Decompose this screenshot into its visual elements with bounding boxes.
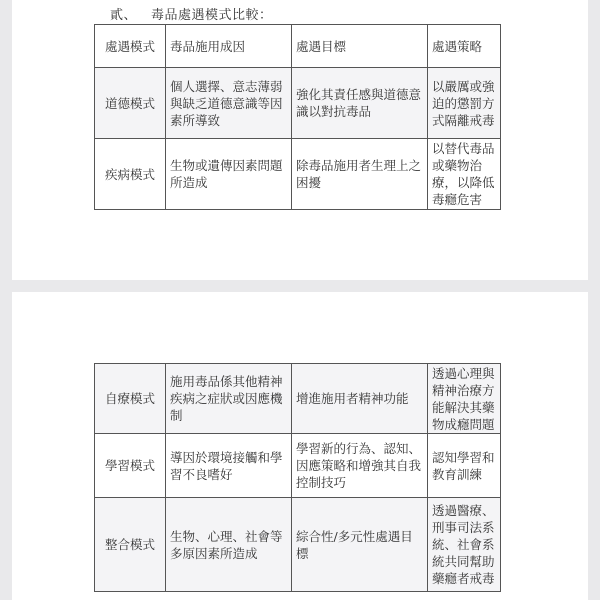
header-cell: 毒品施用成因 (166, 25, 292, 68)
row-strategy: 以替代毒品或藥物治療，以降低毒癮危害 (428, 139, 501, 210)
table-header-row (95, 25, 501, 68)
row-cause: 施用毒品係其他精神疾病之症狀或因應機制 (166, 364, 292, 434)
row-goal: 除毒品施用者生理上之困擾 (292, 139, 428, 210)
row-strategy: 透過心理與精神治療方能解決其藥物成癮問題 (428, 364, 501, 434)
row-model: 自療模式 (95, 364, 166, 434)
row-goal: 學習新的行為、認知、因應策略和增強其自我控制技巧 (292, 434, 428, 498)
comparison-table-part1 (94, 24, 501, 210)
row-cause: 個人選擇、意志薄弱與缺乏道德意識等因素所導致 (166, 68, 292, 139)
table-row (95, 139, 501, 210)
row-cause: 生物、心理、社會等多原因素所造成 (166, 498, 292, 592)
header-cell: 處遇策略 (428, 25, 501, 68)
row-strategy: 以嚴厲或強迫的懲罰方式隔離戒毒 (428, 68, 501, 139)
row-strategy: 認知學習和教育訓練 (428, 434, 501, 498)
header-cell: 處遇目標 (292, 25, 428, 68)
row-model: 道德模式 (95, 68, 166, 139)
row-strategy: 透過醫療、刑事司法系統、社會系統共同幫助藥癮者戒毒 (428, 498, 501, 592)
comparison-table-part2 (94, 363, 501, 592)
section-title: 毒品處遇模式比較： (151, 8, 273, 23)
table-row (95, 434, 501, 498)
row-goal: 增進施用者精神功能 (292, 364, 428, 434)
document-page-1 (12, 0, 588, 280)
document-page-2 (12, 292, 588, 600)
row-model: 學習模式 (95, 434, 166, 498)
row-cause: 生物或遺傳因素問題所造成 (166, 139, 292, 210)
table-row (95, 498, 501, 592)
row-cause: 導因於環境接觸和學習不良嗜好 (166, 434, 292, 498)
row-goal: 強化其責任感與道德意識以對抗毒品 (292, 68, 428, 139)
section-number: 貳、 (110, 8, 138, 23)
table-row (95, 68, 501, 139)
row-model: 疾病模式 (95, 139, 166, 210)
section-heading (110, 4, 273, 23)
table-row (95, 364, 501, 434)
row-goal: 綜合性/多元性處遇目標 (292, 498, 428, 592)
row-model: 整合模式 (95, 498, 166, 592)
header-cell: 處遇模式 (95, 25, 166, 68)
